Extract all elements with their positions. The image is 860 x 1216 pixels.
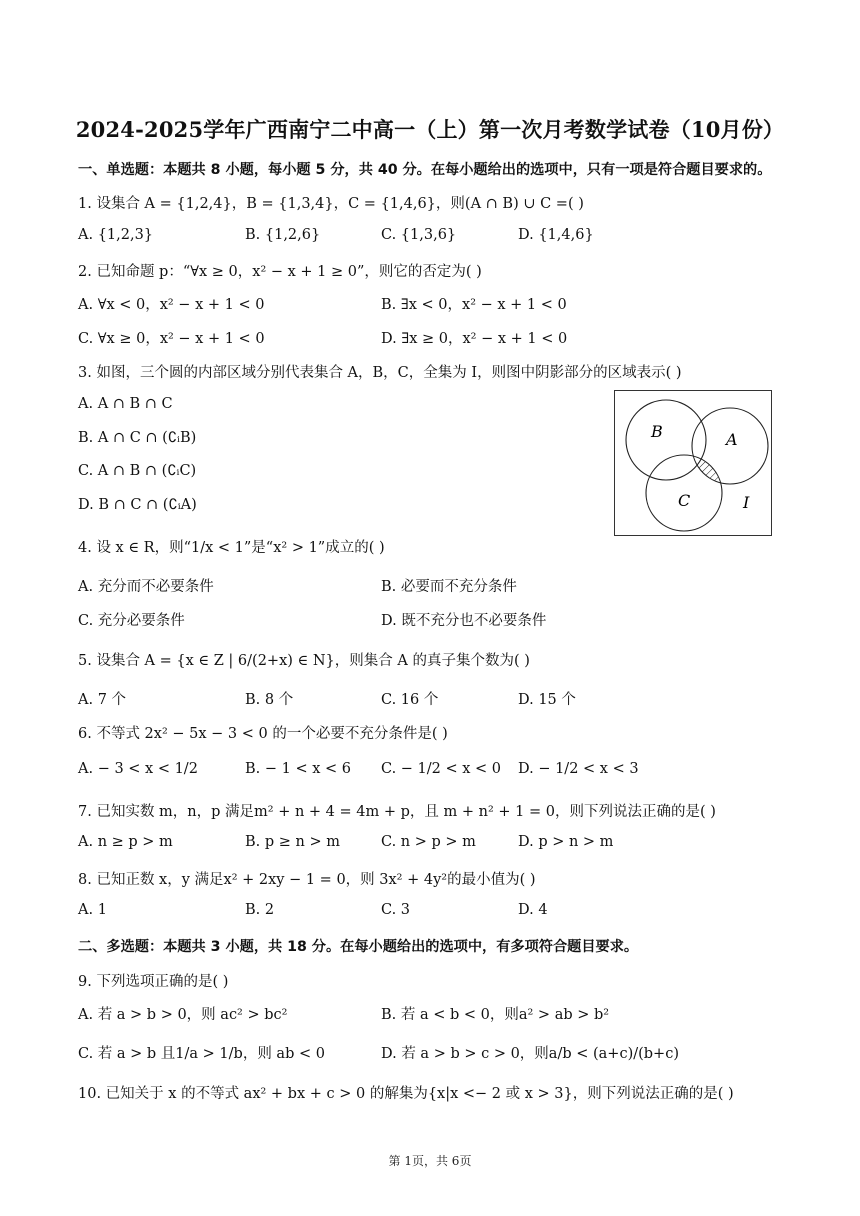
- question-6-option-a: A. − 3 < x < 1/2: [78, 761, 198, 777]
- question-7-option-b: B. p ≥ n > m: [245, 834, 340, 850]
- venn-diagram: [614, 390, 772, 536]
- question-7-stem: 7. 已知实数 m，n，p 满足m² + n + 4 = 4m + p，且 m + n² + 1 = 0，则下列说法正确的是( ): [78, 804, 716, 820]
- question-8-option-c: C. 3: [381, 902, 411, 918]
- question-5-option-c: C. 16 个: [381, 692, 439, 708]
- question-10-stem: 10. 已知关于 x 的不等式 ax² + bx + c > 0 的解集为{x|x <− 2 或 x > 3}，则下列说法正确的是( ): [78, 1086, 734, 1102]
- question-2-option-d: D. ∃x ≥ 0，x² − x + 1 < 0: [381, 331, 568, 347]
- question-6-option-b: B. − 1 < x < 6: [245, 761, 351, 777]
- question-9-option-a: A. 若 a > b > 0，则 ac² > bc²: [78, 1007, 288, 1023]
- page-footer: 第 1页，共 6页: [388, 1154, 472, 1168]
- question-3-option-a: A. A ∩ B ∩ C: [78, 396, 173, 412]
- question-2-option-a: A. ∀x < 0，x² − x + 1 < 0: [78, 297, 265, 313]
- question-5-stem: 5. 设集合 A = {x ∈ Z | 6/(2+x) ∈ N}，则集合 A 的真子集个数为( ): [78, 653, 530, 669]
- question-4-option-b: B. 必要而不充分条件: [381, 579, 517, 595]
- question-4-option-a: A. 充分而不必要条件: [78, 579, 214, 595]
- question-6-option-d: D. − 1/2 < x < 3: [518, 761, 639, 777]
- question-5-option-b: B. 8 个: [245, 692, 294, 708]
- question-9-option-d: D. 若 a > b > c > 0，则a/b < (a+c)/(b+c): [381, 1046, 679, 1062]
- question-7-option-d: D. p > n > m: [518, 834, 614, 850]
- venn-label-c: C: [678, 491, 691, 510]
- question-6-stem: 6. 不等式 2x² − 5x − 3 < 0 的一个必要不充分条件是( ): [78, 726, 448, 742]
- question-1-option-d: D. {1,4,6}: [518, 227, 594, 243]
- question-3-option-d: D. B ∩ C ∩ (∁ᵢA): [78, 497, 197, 513]
- question-8-stem: 8. 已知正数 x，y 满足x² + 2xy − 1 = 0，则 3x² + 4y²的最小值为( ): [78, 872, 536, 888]
- venn-label-i: I: [743, 493, 750, 512]
- venn-label-b: B: [651, 422, 663, 441]
- venn-label-a: A: [726, 430, 738, 449]
- question-4-option-c: C. 充分必要条件: [78, 613, 185, 629]
- question-4-option-d: D. 既不充分也不必要条件: [381, 613, 547, 629]
- question-9-option-c: C. 若 a > b 且1/a > 1/b，则 ab < 0: [78, 1046, 325, 1062]
- section-heading-single-choice: 一、单选题：本题共 8 小题，每小题 5 分，共 40 分。在每小题给出的选项中，只有一项是符合题目要求的。: [78, 162, 772, 178]
- question-2-option-c: C. ∀x ≥ 0，x² − x + 1 < 0: [78, 331, 265, 347]
- question-7-option-a: A. n ≥ p > m: [78, 834, 173, 850]
- question-1-option-c: C. {1,3,6}: [381, 227, 457, 243]
- question-2-option-b: B. ∃x < 0，x² − x + 1 < 0: [381, 297, 567, 313]
- question-9-stem: 9. 下列选项正确的是( ): [78, 974, 229, 990]
- question-3-option-b: B. A ∩ C ∩ (∁ᵢB): [78, 430, 197, 446]
- section-heading-multiple-choice: 二、多选题：本题共 3 小题，共 18 分。在每小题给出的选项中，有多项符合题目要求。: [78, 939, 639, 955]
- question-7-option-c: C. n > p > m: [381, 834, 476, 850]
- question-5-option-d: D. 15 个: [518, 692, 576, 708]
- question-8-option-d: D. 4: [518, 902, 548, 918]
- question-6-option-c: C. − 1/2 < x < 0: [381, 761, 502, 777]
- question-1-option-a: A. {1,2,3}: [78, 227, 154, 243]
- question-2-stem: 2. 已知命题 p：“∀x ≥ 0，x² − x + 1 ≥ 0”，则它的否定为( ): [78, 264, 482, 280]
- question-1-option-b: B. {1,2,6}: [245, 227, 321, 243]
- question-1-stem: 1. 设集合 A = {1,2,4}，B = {1,3,4}，C = {1,4,6}，则(A ∩ B) ∪ C =( ): [78, 196, 584, 212]
- page-title: 2024-2025学年广西南宁二中高一（上）第一次月考数学试卷（10月份）: [75, 117, 785, 142]
- question-3-stem: 3. 如图，三个圆的内部区域分别代表集合 A，B，C，全集为 I，则图中阴影部分的区域表示( ): [78, 365, 682, 381]
- question-8-option-a: A. 1: [78, 902, 107, 918]
- question-8-option-b: B. 2: [245, 902, 275, 918]
- question-9-option-b: B. 若 a < b < 0，则a² > ab > b²: [381, 1007, 610, 1023]
- question-4-stem: 4. 设 x ∈ R，则“1/x < 1”是“x² > 1”成立的( ): [78, 540, 385, 556]
- question-3-option-c: C. A ∩ B ∩ (∁ᵢC): [78, 463, 197, 479]
- question-5-option-a: A. 7 个: [78, 692, 127, 708]
